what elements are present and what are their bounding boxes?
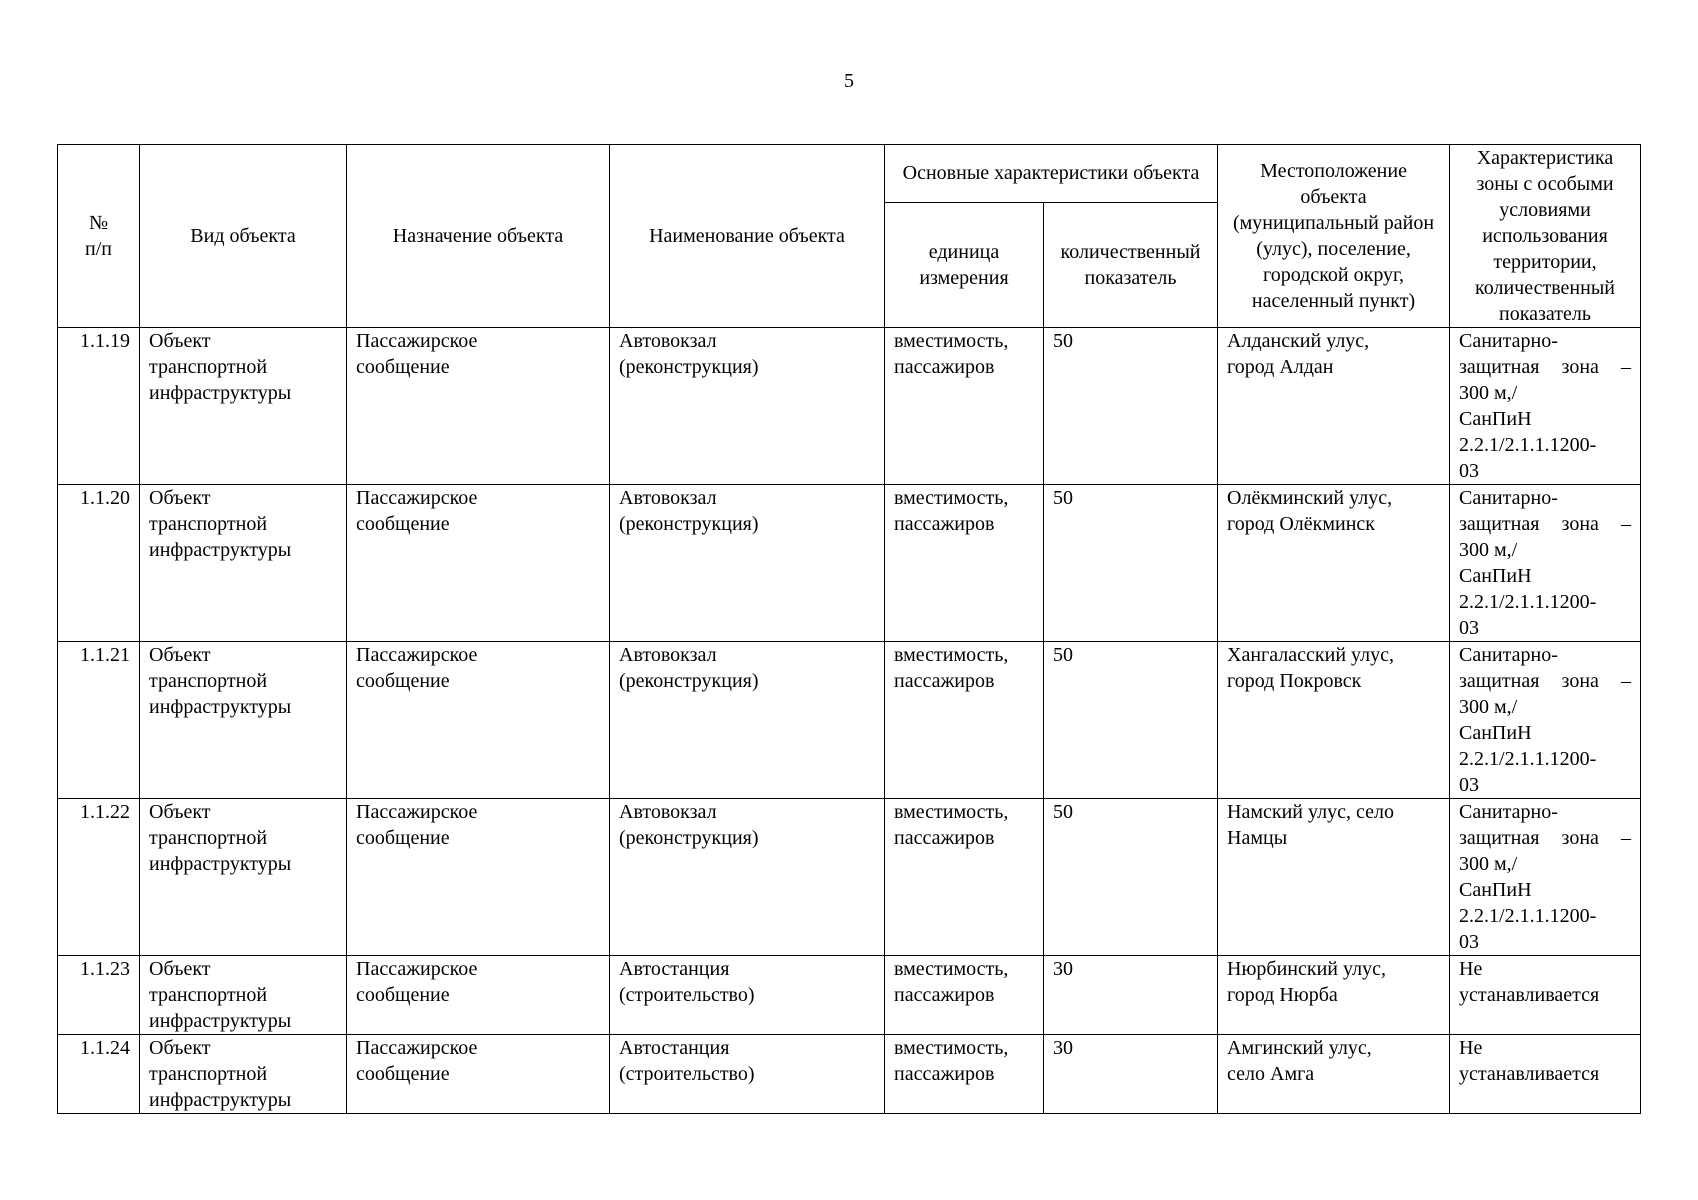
cell-object-name-line: Автовокзал	[619, 487, 717, 509]
cell-object-type	[140, 1035, 347, 1114]
table-row	[58, 485, 1641, 642]
cell-zone-characteristics-line: 03	[1459, 931, 1480, 953]
cell-object-name	[610, 328, 885, 485]
cell-object-type-line: транспортной	[149, 356, 268, 378]
cell-unit	[885, 956, 1044, 1035]
cell-unit	[885, 642, 1044, 799]
cell-zone-characteristics-line: устанавливается	[1459, 984, 1600, 1006]
cell-zone-characteristics	[1450, 1035, 1641, 1114]
page-number: 5	[844, 70, 854, 92]
cell-unit-line: вместимость,	[894, 644, 1009, 666]
cell-location-line: город Нюрба	[1227, 984, 1338, 1006]
cell-unit-line: пассажиров	[894, 1063, 995, 1085]
cell-object-purpose	[347, 956, 610, 1035]
cell-object-purpose-line: сообщение	[356, 670, 450, 692]
cell-zone-characteristics-line: 03	[1459, 774, 1480, 796]
header-num-abbrev: п/п	[85, 238, 112, 260]
cell-object-type	[140, 956, 347, 1035]
cell-location-line: Олёкминский улус,	[1227, 487, 1393, 509]
cell-object-name-line: Автовокзал	[619, 644, 717, 666]
cell-object-purpose	[347, 1035, 610, 1114]
cell-object-type-line: инфраструктуры	[149, 382, 292, 404]
cell-object-name	[610, 1035, 885, 1114]
objects-table	[57, 144, 1641, 1114]
cell-unit-line: вместимость,	[894, 801, 1009, 823]
header-quantity: количественный показатель	[1044, 202, 1218, 327]
cell-unit-line: вместимость,	[894, 487, 1009, 509]
cell-object-type-line: транспортной	[149, 513, 268, 535]
cell-unit	[885, 1035, 1044, 1114]
cell-object-purpose-line: сообщение	[356, 984, 450, 1006]
cell-zone-characteristics-line: СанПиН	[1459, 879, 1532, 901]
cell-zone-characteristics-line: защитная зона –	[1459, 670, 1632, 692]
cell-quantity: 30	[1044, 1035, 1218, 1114]
cell-zone-characteristics-line: СанПиН	[1459, 722, 1532, 744]
cell-object-type	[140, 328, 347, 485]
cell-num: 1.1.24	[58, 1035, 140, 1114]
cell-unit-line: вместимость,	[894, 958, 1009, 980]
cell-zone-characteristics-line: Санитарно-	[1459, 330, 1558, 352]
cell-object-purpose	[347, 328, 610, 485]
cell-location-line: Алданский улус,	[1227, 330, 1370, 352]
cell-location-line: Намцы	[1227, 827, 1288, 849]
cell-zone-characteristics-line: 2.2.1/2.1.1.1200-	[1459, 905, 1597, 927]
cell-zone-characteristics-line: 300 м,/	[1459, 696, 1518, 718]
cell-zone-characteristics-line: 2.2.1/2.1.1.1200-	[1459, 591, 1597, 613]
table-row	[58, 642, 1641, 799]
header-main-characteristics: Основные характеристики объекта	[885, 145, 1218, 203]
cell-object-purpose-line: Пассажирское	[356, 1037, 478, 1059]
cell-zone-characteristics-line: 2.2.1/2.1.1.1200-	[1459, 434, 1597, 456]
header-object-purpose: Назначение объекта	[347, 145, 610, 328]
cell-num: 1.1.23	[58, 956, 140, 1035]
cell-object-purpose-line: сообщение	[356, 827, 450, 849]
cell-zone-characteristics-line: устанавливается	[1459, 1063, 1600, 1085]
cell-unit-line: пассажиров	[894, 513, 995, 535]
cell-unit	[885, 799, 1044, 956]
cell-object-type	[140, 642, 347, 799]
cell-object-type-line: Объект	[149, 958, 211, 980]
cell-zone-characteristics-line: 300 м,/	[1459, 539, 1518, 561]
table-body	[58, 328, 1641, 1114]
cell-object-name	[610, 485, 885, 642]
cell-object-name-line: Автовокзал	[619, 330, 717, 352]
cell-object-type-line: Объект	[149, 1037, 211, 1059]
cell-object-purpose-line: сообщение	[356, 356, 450, 378]
cell-zone-characteristics	[1450, 956, 1641, 1035]
cell-unit-line: пассажиров	[894, 670, 995, 692]
cell-zone-characteristics	[1450, 485, 1641, 642]
header-object-type: Вид объекта	[140, 145, 347, 328]
cell-object-type-line: Объект	[149, 644, 211, 666]
cell-location-line: село Амга	[1227, 1063, 1315, 1085]
cell-zone-characteristics-line: Санитарно-	[1459, 801, 1558, 823]
cell-object-type-line: Объект	[149, 801, 211, 823]
cell-zone-characteristics-line: Не	[1459, 958, 1483, 980]
cell-object-type-line: инфраструктуры	[149, 1010, 292, 1032]
cell-zone-characteristics-line: СанПиН	[1459, 565, 1532, 587]
cell-quantity: 50	[1044, 642, 1218, 799]
cell-object-purpose	[347, 799, 610, 956]
cell-location	[1218, 956, 1450, 1035]
cell-object-name-line: (реконструкция)	[619, 356, 759, 378]
cell-zone-characteristics-line: 300 м,/	[1459, 382, 1518, 404]
cell-zone-characteristics-line: Санитарно-	[1459, 487, 1558, 509]
cell-zone-characteristics-line: 03	[1459, 460, 1480, 482]
cell-quantity: 50	[1044, 328, 1218, 485]
cell-location-line: Амгинский улус,	[1227, 1037, 1372, 1059]
header-num-symbol: №	[88, 212, 109, 234]
cell-unit	[885, 328, 1044, 485]
cell-unit-line: пассажиров	[894, 827, 995, 849]
cell-object-purpose-line: сообщение	[356, 1063, 450, 1085]
cell-object-type-line: инфраструктуры	[149, 696, 292, 718]
cell-unit-line: вместимость,	[894, 1037, 1009, 1059]
cell-object-purpose-line: Пассажирское	[356, 801, 478, 823]
header-unit: единица измерения	[885, 202, 1044, 327]
header-zone-characteristics: Характеристика зоны с особыми условиями использования территории, количественный показатель	[1450, 145, 1641, 328]
cell-location	[1218, 799, 1450, 956]
cell-location-line: Хангаласский улус,	[1227, 644, 1395, 666]
table-row	[58, 328, 1641, 485]
cell-object-name	[610, 956, 885, 1035]
header-location: Местоположение объекта (муниципальный район (улус), поселение, городской округ, населенный пункт)	[1218, 145, 1450, 328]
table-row	[58, 956, 1641, 1035]
cell-zone-characteristics-line: Не	[1459, 1037, 1483, 1059]
cell-unit	[885, 485, 1044, 642]
cell-num: 1.1.22	[58, 799, 140, 956]
cell-object-type-line: транспортной	[149, 1063, 268, 1085]
cell-object-type-line: Объект	[149, 487, 211, 509]
cell-zone-characteristics-line: 300 м,/	[1459, 853, 1518, 875]
cell-num: 1.1.19	[58, 328, 140, 485]
cell-zone-characteristics-line: 2.2.1/2.1.1.1200-	[1459, 748, 1597, 770]
cell-num: 1.1.20	[58, 485, 140, 642]
cell-zone-characteristics	[1450, 799, 1641, 956]
cell-location-line: Намский улус, село	[1227, 801, 1394, 823]
cell-object-type-line: транспортной	[149, 670, 268, 692]
header-num	[58, 145, 140, 328]
cell-unit-line: пассажиров	[894, 984, 995, 1006]
cell-object-purpose-line: Пассажирское	[356, 330, 478, 352]
cell-object-name	[610, 799, 885, 956]
cell-unit-line: вместимость,	[894, 330, 1009, 352]
cell-object-type	[140, 799, 347, 956]
cell-object-name-line: (реконструкция)	[619, 827, 759, 849]
cell-unit-line: пассажиров	[894, 356, 995, 378]
cell-zone-characteristics-line: защитная зона –	[1459, 827, 1632, 849]
cell-object-purpose-line: сообщение	[356, 513, 450, 535]
cell-location-line: город Алдан	[1227, 356, 1334, 378]
cell-object-name-line: (реконструкция)	[619, 513, 759, 535]
cell-location	[1218, 328, 1450, 485]
cell-object-purpose	[347, 642, 610, 799]
cell-object-name-line: (строительство)	[619, 984, 755, 1006]
cell-object-purpose-line: Пассажирское	[356, 958, 478, 980]
cell-zone-characteristics	[1450, 328, 1641, 485]
cell-zone-characteristics-line: защитная зона –	[1459, 356, 1632, 378]
cell-object-purpose-line: Пассажирское	[356, 644, 478, 666]
cell-object-purpose	[347, 485, 610, 642]
table-header	[58, 145, 1641, 328]
header-object-name: Наименование объекта	[610, 145, 885, 328]
cell-quantity: 30	[1044, 956, 1218, 1035]
cell-zone-characteristics-line: СанПиН	[1459, 408, 1532, 430]
cell-object-name-line: Автостанция	[619, 1037, 730, 1059]
cell-quantity: 50	[1044, 485, 1218, 642]
cell-object-type-line: инфраструктуры	[149, 539, 292, 561]
cell-zone-characteristics	[1450, 642, 1641, 799]
cell-object-type-line: инфраструктуры	[149, 853, 292, 875]
cell-object-name-line: Автостанция	[619, 958, 730, 980]
cell-zone-characteristics-line: Санитарно-	[1459, 644, 1558, 666]
cell-object-name-line: Автовокзал	[619, 801, 717, 823]
cell-object-type-line: транспортной	[149, 984, 268, 1006]
cell-location-line: город Покровск	[1227, 670, 1362, 692]
cell-location	[1218, 485, 1450, 642]
cell-quantity: 50	[1044, 799, 1218, 956]
table-row	[58, 799, 1641, 956]
cell-location	[1218, 1035, 1450, 1114]
cell-object-type-line: Объект	[149, 330, 211, 352]
cell-location-line: город Олёкминск	[1227, 513, 1375, 535]
cell-location	[1218, 642, 1450, 799]
cell-object-type	[140, 485, 347, 642]
cell-zone-characteristics-line: защитная зона –	[1459, 513, 1632, 535]
cell-object-purpose-line: Пассажирское	[356, 487, 478, 509]
cell-object-name-line: (строительство)	[619, 1063, 755, 1085]
cell-object-name	[610, 642, 885, 799]
cell-object-name-line: (реконструкция)	[619, 670, 759, 692]
cell-location-line: Нюрбинский улус,	[1227, 958, 1386, 980]
cell-object-type-line: инфраструктуры	[149, 1089, 292, 1111]
table-row	[58, 1035, 1641, 1114]
cell-object-type-line: транспортной	[149, 827, 268, 849]
cell-num: 1.1.21	[58, 642, 140, 799]
cell-zone-characteristics-line: 03	[1459, 617, 1480, 639]
